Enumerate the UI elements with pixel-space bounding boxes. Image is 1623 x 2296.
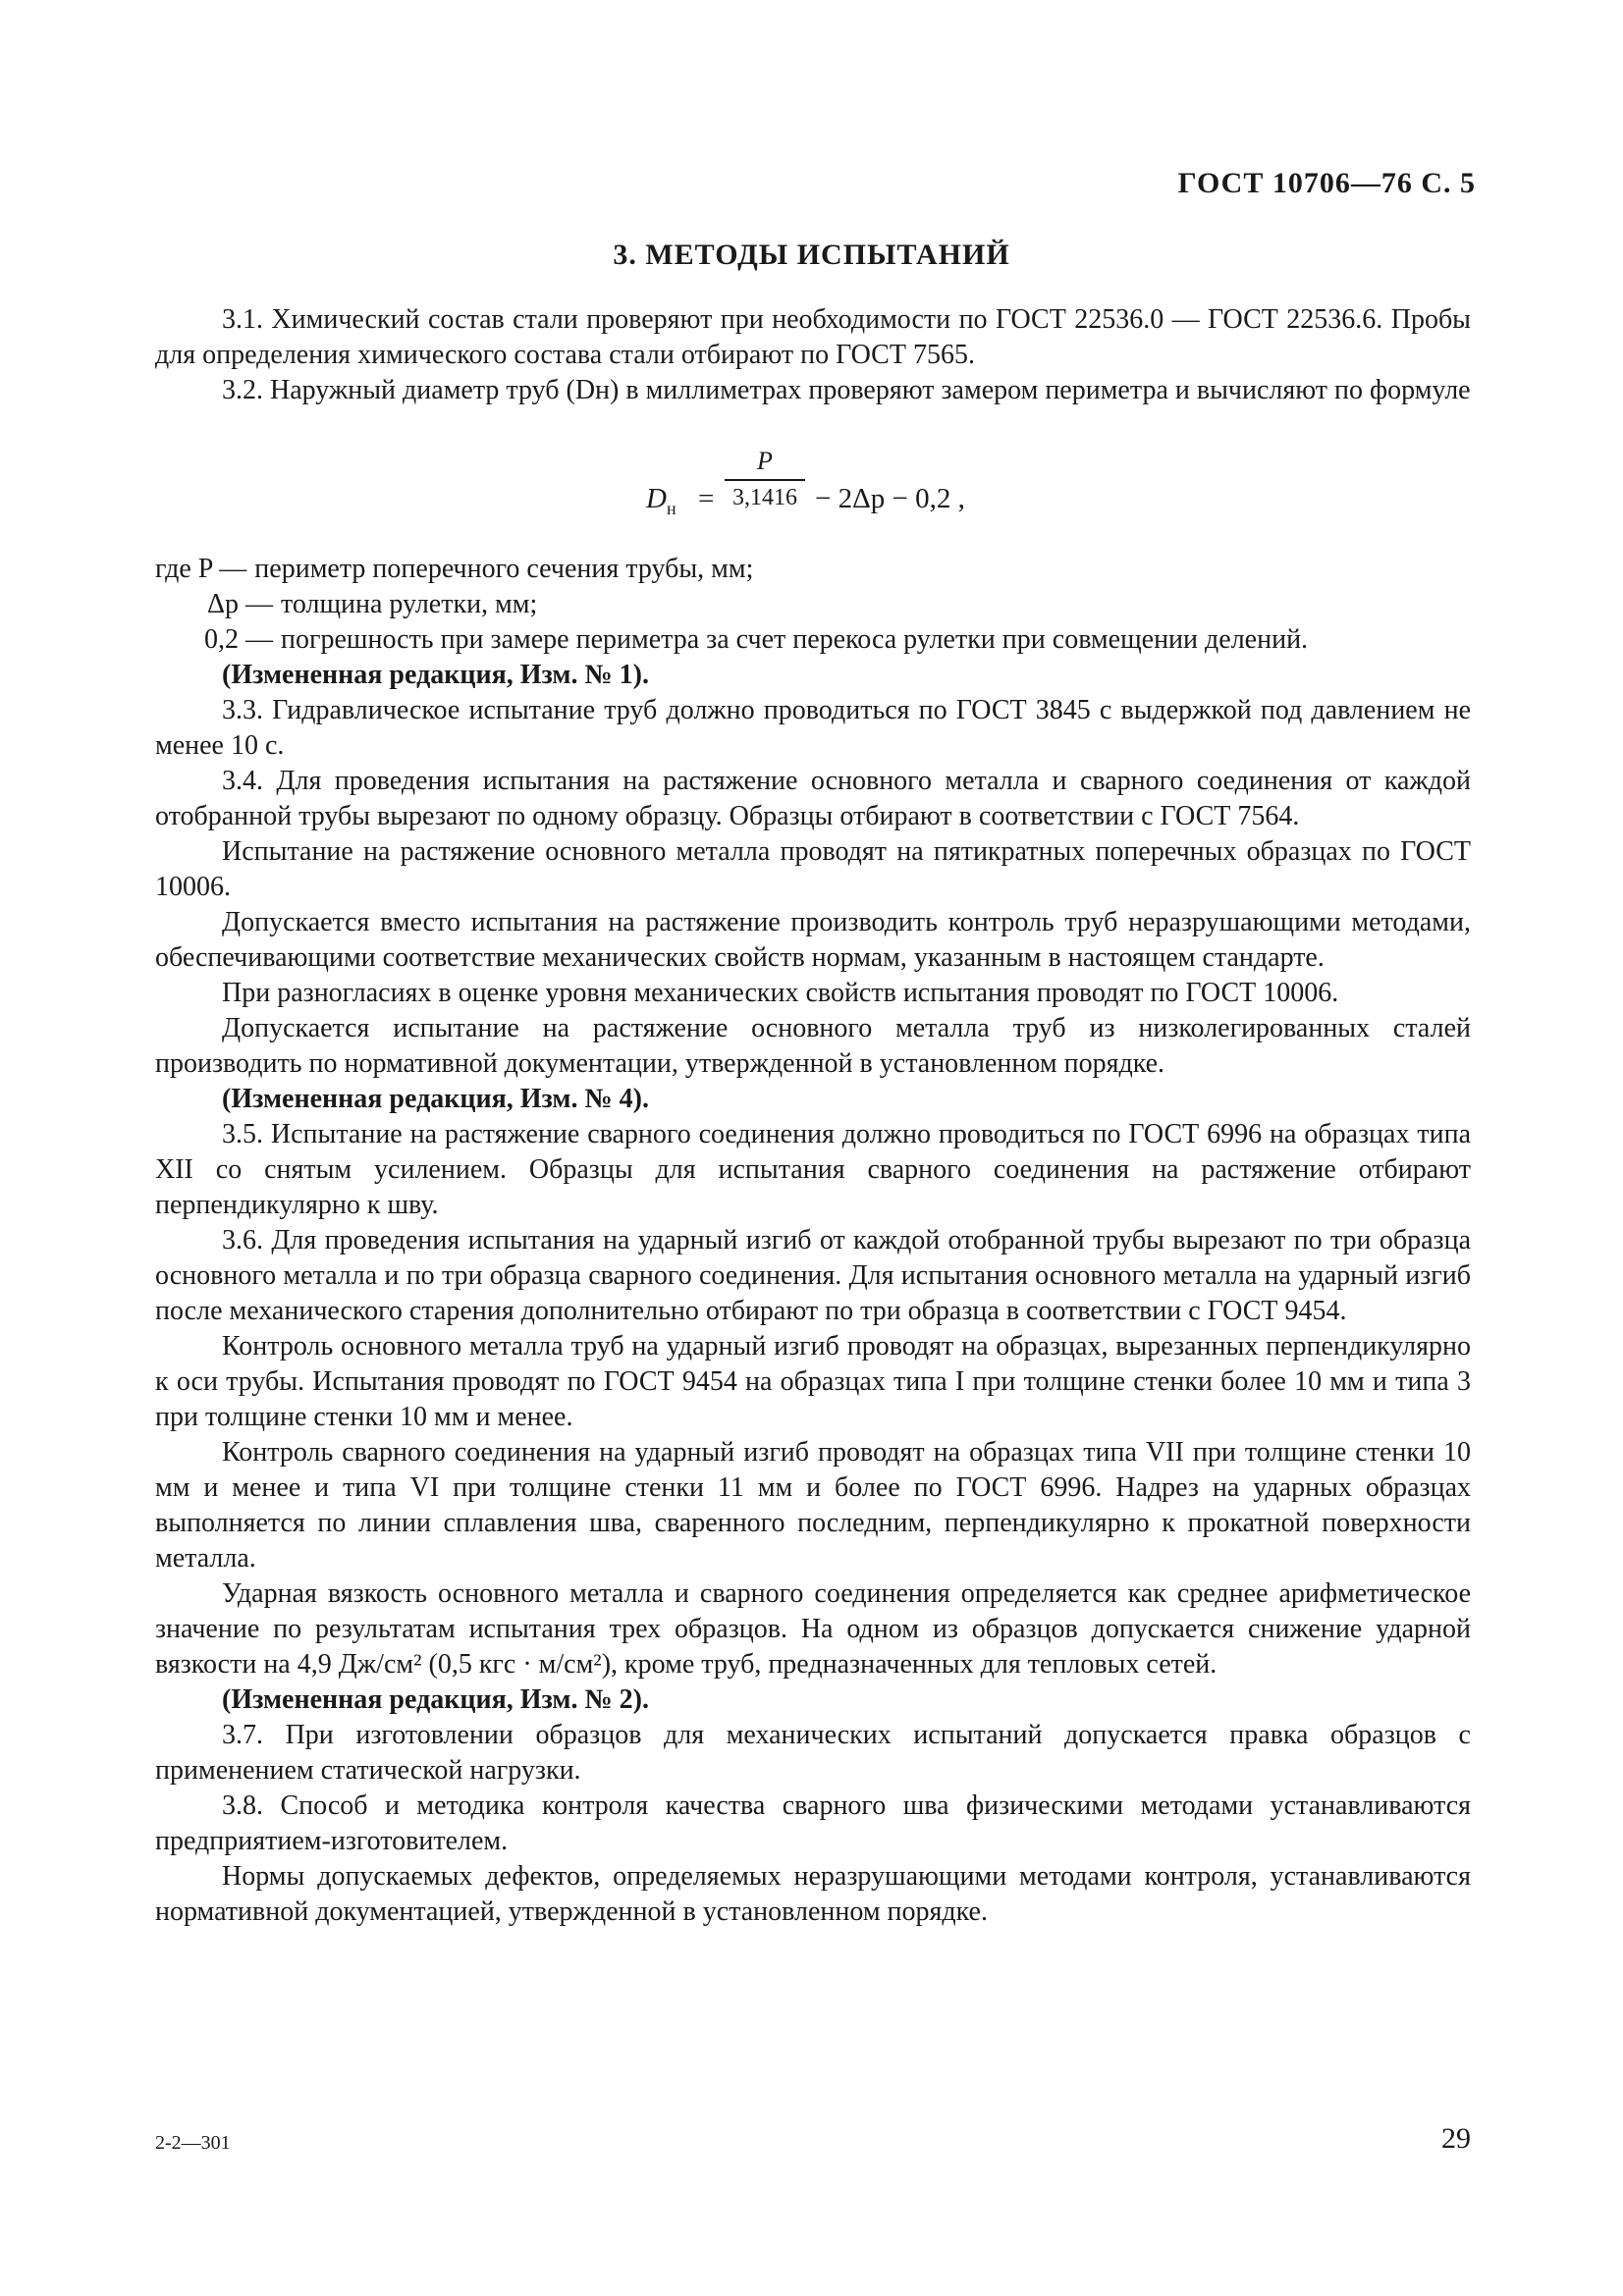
paragraph-3-1: 3.1. Химический состав стали проверяют при необходимости по ГОСТ 22536.0 — ГОСТ 22536.6. Пробы для определения химического состава стали отбирают по ГОСТ 7565. bbox=[155, 304, 1471, 370]
definition-row bbox=[155, 587, 1471, 622]
page-number: 29 bbox=[1441, 2122, 1471, 2155]
paragraph: Испытание на растяжение основного металла проводят на пятикратных поперечных образцах по ГОСТ 10006. bbox=[155, 836, 1471, 902]
paragraph: 3.4. Для проведения испытания на растяжение основного металла и сварного соединения от каждой отобранной трубы вырезают по одному образцу. Образцы отбирают в соответствии с ГОСТ 7564. bbox=[155, 766, 1471, 831]
paragraph: Нормы допускаемых дефектов, определяемых неразрушающими методами контроля, устанавливаются нормативной документацией, утвержденной в установленном порядке. bbox=[155, 1861, 1471, 1927]
paragraph-3-2: 3.2. Наружный диаметр труб (Dн) в миллиметрах проверяют замером периметра и вычисляют по формуле bbox=[222, 375, 1471, 405]
amendment-note: (Измененная редакция, Изм. № 2). bbox=[222, 1684, 649, 1715]
formula-denominator: 3,1416 bbox=[732, 485, 797, 510]
definition-text: погрешность при замере периметра за счет перекоса рулетки при совмещении делений. bbox=[281, 624, 1309, 655]
paragraph: 3.3. Гидравлическое испытание труб должно проводиться по ГОСТ 3845 с выдержкой под давлением не менее 10 с. bbox=[155, 695, 1471, 761]
definition-text: толщина рулетки, мм; bbox=[281, 589, 538, 619]
definition-symbol: Δp — bbox=[206, 589, 273, 619]
definition-symbol: 0,2 — bbox=[204, 624, 273, 655]
document-header: ГОСТ 10706—76 С. 5 bbox=[1177, 167, 1476, 199]
document-body bbox=[155, 302, 1471, 1930]
formula-numerator: P bbox=[757, 447, 773, 475]
paragraph: 3.5. Испытание на растяжение сварного соединения должно проводиться по ГОСТ 6996 на образцах типа XII со снятым усилением. Образцы для испытания сварного соединения на растяжение отбирают перпендикулярно к шву. bbox=[155, 1119, 1471, 1220]
definition-row bbox=[155, 552, 1471, 587]
paragraph: Контроль сварного соединения на ударный изгиб проводят на образцах типа VII при толщине стенки 10 мм и менее и типа VI при толщине стенки 11 мм и более по ГОСТ 6996. Надрез на ударных образцах выполняется по линии сплавления шва, сваренного последним, перпендикулярно к прокатной поверхности металла. bbox=[155, 1437, 1471, 1574]
definition-text: периметр поперечного сечения трубы, мм; bbox=[254, 554, 754, 584]
paragraphs-section bbox=[155, 658, 1471, 1930]
amendment-note: (Измененная редакция, Изм. № 4). bbox=[222, 1084, 649, 1114]
amendment-note: (Измененная редакция, Изм. № 1). bbox=[222, 660, 649, 690]
section-title: 3. МЕТОДЫ ИСПЫТАНИЙ bbox=[613, 239, 1010, 271]
paragraph: Допускается испытание на растяжение основного металла труб из низколегированных сталей производить по нормативной документации, утвержденной в установленном порядке. bbox=[155, 1013, 1471, 1079]
paragraph: 3.6. Для проведения испытания на ударный изгиб от каждой отобранной трубы вырезают по три образца основного металла и по три образца сварного соединения. Для испытания основного металла на ударный изгиб после механического старения дополнительно отбирают по три образца в соответствии с ГОСТ 9454. bbox=[155, 1225, 1471, 1326]
paragraph: Ударная вязкость основного металла и сварного соединения определяется как среднее арифметическое значение по результатам испытания трех образцов. На одном из образцов допускается снижение ударной вязкости на 4,9 Дж/см² (0,5 кгс · м/см²), кроме труб, предназначенных для тепловых сетей. bbox=[155, 1578, 1471, 1680]
formula-remainder: − 2Δp − 0,2 , bbox=[815, 483, 965, 514]
definition-symbol: где P — bbox=[155, 554, 247, 584]
definition-row bbox=[155, 622, 1471, 658]
formula-lhs: $D_н$ bbox=[646, 483, 676, 518]
diameter-formula bbox=[155, 444, 1471, 532]
paragraph: 3.8. Способ и методика контроля качества сварного шва физическими методами устанавливаются предприятием-изготовителем. bbox=[155, 1790, 1471, 1856]
paragraph: 3.7. При изготовлении образцов для механических испытаний допускается правка образцов с применением статической нагрузки. bbox=[155, 1720, 1471, 1786]
paragraph: Контроль основного металла труб на ударный изгиб проводят на образцах, вырезанных перпендикулярно к оси трубы. Испытания проводят по ГОСТ 9454 на образцах типа I при толщине стенки более 10 мм и типа 3 при толщине стенки 10 мм и менее. bbox=[155, 1331, 1471, 1432]
paragraph: При разногласиях в оценке уровня механических свойств испытания проводят по ГОСТ 10006. bbox=[222, 978, 1339, 1008]
formula-equals: = bbox=[698, 483, 715, 514]
formula-definitions bbox=[155, 552, 1471, 658]
paragraph: Допускается вместо испытания на растяжение производить контроль труб неразрушающими методами, обеспечивающими соответствие механических свойств нормам, указанным в настоящем стандарте. bbox=[155, 907, 1471, 973]
footer-code: 2-2—301 bbox=[155, 2132, 231, 2154]
formula-fraction bbox=[725, 444, 805, 514]
